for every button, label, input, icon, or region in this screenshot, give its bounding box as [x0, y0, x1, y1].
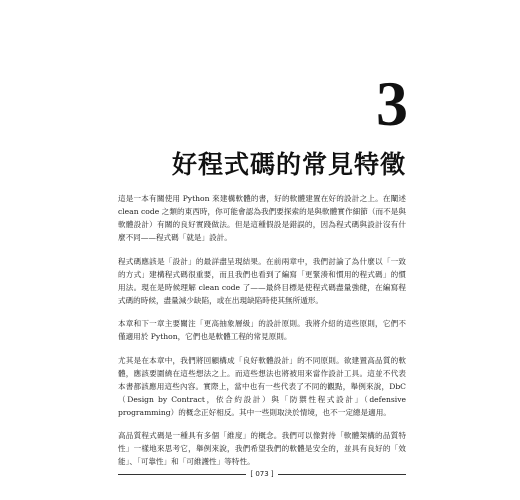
paragraph-4: 尤其是在本章中，我們將回顧構成「良好軟體設計」的不同原則。欲建置高品質的軟體，應該要圍繞在這些想法之上。而這些想法也將被用來當作設計工具。這並不代表本書都該應用這些內容。實際上，當中也有一些代表了不同的觀點，舉例來說，DbC（Design by Contract，依合約設計）與「防禦性程式設計」（defensive programming）的概念正好相反。其中一些則取決於情境，也不一定總是適用。 — [118, 355, 406, 417]
paragraph-1: 這是一本有關使用 Python 來建構軟體的書，好的軟體建置在好的設計之上。在闡述 clean code 之類的東西時，你可能會認為我們要探索的是與軟體實作細節（而不是與軟體設計）有關的良好實踐做法。但是這種假設是錯誤的，因為程式碼與設計沒有什麼不同——程式碼「就是」設計。 — [118, 194, 406, 242]
chapter-number: 3 — [376, 68, 408, 139]
paragraph-5: 高品質程式碼是一種具有多個「維度」的概念。我們可以像對待「軟體架構的品質特性」一樣地來思考它，舉例來說，我們希望我們的軟體是安全的，並具有良好的「效能」、「可靠性」和「可維護性」等特性。 — [118, 431, 406, 466]
paragraph-2: 程式碼應該是「設計」的最詳盡呈現結果。在前兩章中，我們討論了為什麼以「一致的方式」建構程式碼很重要，而且我們也看到了編寫「更緊湊和慣用的程式碼」的慣用法。現在是時候理解 clean code 了——最終目標是使程式碼盡量強健，在編寫程式碼的時候，盡量減少缺陷，或在出現缺陷時使其無所遁形。 — [118, 256, 406, 305]
page-number: [ 073 ] — [250, 470, 274, 478]
paragraph-3: 本章和下一章主要關注「更高抽象層級」的設計原則。我將介紹的這些原則，它們不僅適用於 Python，它們也是軟體工程的常見原則。 — [118, 319, 406, 341]
footer-rule-right — [278, 474, 406, 475]
page-footer — [118, 468, 406, 480]
chapter-title: 好程式碼的常見特徵 — [171, 150, 406, 179]
body-text — [118, 192, 406, 479]
